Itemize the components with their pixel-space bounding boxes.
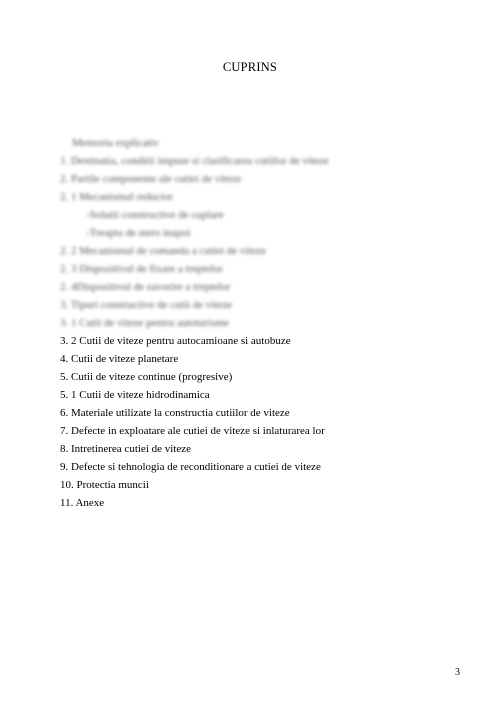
toc-entry: 5. Cutii de viteze continue (progresive) <box>60 371 233 383</box>
toc-entry: 9. Defecte si tehnologia de reconditionare a cutiei de viteze <box>60 461 321 473</box>
toc-entry: 2. 4Dispozitivul de zavorire a treptelor <box>60 281 231 293</box>
toc-entry: 10. Protectia muncii <box>60 479 149 491</box>
toc-entry: -Treapta de mers inapoi <box>86 227 191 239</box>
toc-entry: 2. 2 Mecanismul de comanda a cutiei de viteze <box>60 245 267 257</box>
toc-entry: 2. Partile componente ale cutiei de viteze <box>60 173 242 185</box>
toc-entry: 6. Materiale utilizate la constructia cutiilor de viteze <box>60 407 290 419</box>
toc-entry: 3. Tipuri constructive de cutii de viteze <box>60 299 232 311</box>
toc-entry: 4. Cutii de viteze planetare <box>60 353 179 365</box>
toc-entry: 2. 3 Dispozitivul de fixare a treptelor <box>60 263 223 275</box>
page-number: 3 <box>455 667 460 678</box>
toc-entry: Memoriu explicativ <box>72 137 160 149</box>
toc-entry: 3. 2 Cutii de viteze pentru autocamioane si autobuze <box>60 335 291 347</box>
toc-entry: 7. Defecte in exploatare ale cutiei de viteze si inlaturarea lor <box>60 425 325 437</box>
toc-entry: 8. Intretinerea cutiei de viteze <box>60 443 192 455</box>
toc-entry: 5. 1 Cutii de viteze hidrodinamica <box>60 389 210 401</box>
toc-entry: 3. 1 Cutii de viteze pentru autoturisme <box>60 317 229 329</box>
toc-entry: -Solutii constructive de cuplare <box>86 209 224 221</box>
toc-entry: 2. 1 Mecanismul reductor <box>60 191 174 203</box>
page-title: CUPRINS <box>222 60 278 74</box>
toc-entry: 11. Anexe <box>60 497 105 509</box>
toc-entry: 1. Destinatia, conditii impuse si clasificarea cutiilor de viteze <box>60 155 329 167</box>
